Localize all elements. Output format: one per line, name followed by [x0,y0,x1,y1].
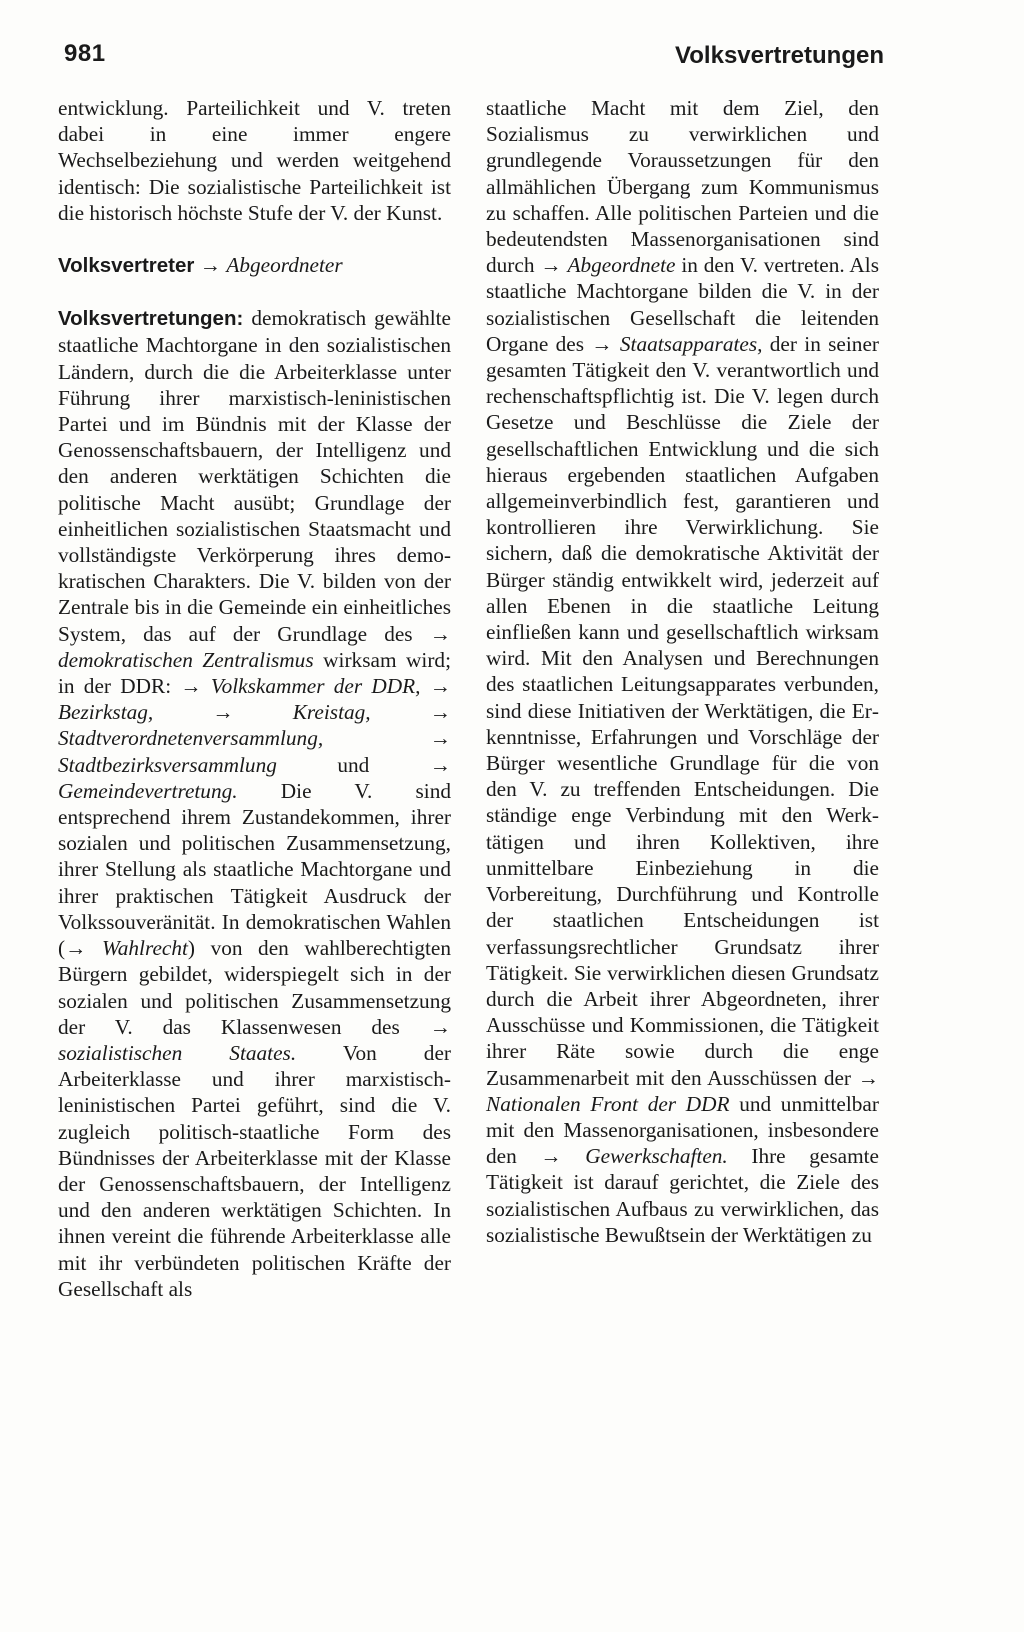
cross-reference-link[interactable]: Kreistag, [292,700,371,725]
cross-reference-link[interactable]: Wahlrecht [101,936,188,961]
headword-volksvertretungen: Volksvertretungen: [58,307,244,331]
continuation-paragraph [58,95,451,226]
entry-text: Ihre gesamte Tätigkeit ist darauf gerichtet, die Ziele des sozialistischen Aufbaus zu verwirklichen, das sozialistische Bewußtsein der Werktätigen zu [486,1144,879,1247]
cross-reference-link[interactable]: Stadtbezirksversammlung [58,752,277,777]
cross-reference-arrow-icon: → [65,936,87,961]
cross-reference-link[interactable]: Bezirkstag, [58,700,154,725]
entry-continuation [486,95,879,1248]
right-column [486,95,879,1248]
cross-reference-link[interactable]: Staatsapparates, [619,331,763,356]
continuation-text: entwicklung. Parteilichkeit und V. treten dabei in eine immer engere Wechselbeziehung und werden weitgehend identisch: Die sozialistische Parteilichkeit ist die historisch höchste Stufe der V. der Kunst. [58,96,451,225]
cross-reference-link[interactable]: Volkskammer der DDR, [210,674,421,699]
entry-text: staatliche Macht mit dem Ziel, den Sozialismus zu verwirklichen und grundlegende Voraussetzungen für den allmählichen Übergang zum Kommunismus zu schaffen. Alle politischen Parteien und die bedeutendsten Massenorganisationen sind durch [486,96,879,278]
entry-text: Von der Arbeiterklasse und ihrer marxistisch-leninistischen Partei geführt, sind die V. zugleich politisch-staatliche Form des Bündnisses der Arbeiterklasse mit der Klasse der Genossenschaftsbauern, der Intelligenz und den anderen werktätigen Schichten. In ihnen vereint die führende Arbeiterklasse alle mit ihr verbündeten politischen Kräfte der Gesellschaft als [58,1040,451,1301]
entry-text: und unmittelbar mit den Massenorganisationen, insbesondere den [486,1091,879,1169]
cross-reference-arrow-icon: → [180,674,202,699]
cross-reference-arrow-icon: → [429,726,451,751]
cross-reference-arrow-icon: → [429,1014,451,1039]
entry-text: wirksam wird; in der DDR: [58,647,451,699]
entry-text: Die V. sind entsprechend ihrem Zustandekommen, ihrer sozialen und politischen Zusammensetzung, ihrer Stellung als staatliche Machtorgane und ihrer praktischen Tätigkeit Ausdruck der Volkssouveränität. In demokratischen Wahlen ( [58,778,451,961]
cross-reference-arrow-icon: → [212,700,234,725]
cross-reference-arrow-icon: → [591,331,613,356]
cross-reference-link[interactable]: Stadtverordnetenversammlung, [58,726,324,751]
cross-reference-arrow-icon: → [540,253,562,278]
left-column [58,95,451,1302]
entry-text: demokratisch gewählte staatliche Machtorgane in den sozialistischen Ländern, durch die die Arbeiterklasse unter Führung ihrer marxistisch-leninistischen Partei und im Bündnis mit der Klasse der Genossenschaftsbauern, der Intelligenz und den anderen werktätigen Schichten die politische Macht ausübt; Grundlage der einheitlichen sozialistischen Staatsmacht und vollständigste Verkörperung ihres demokratischen Charakters. Die V. bilden von der Zentrale bis in die Gemeinde ein einheitliches System, das auf der Grundlage des [58,306,451,646]
headword-volksvertreter: Volksvertreter [58,254,195,278]
cross-reference-link[interactable]: demokratischen Zentralismus [58,647,314,672]
entry-volksvertreter [58,252,451,279]
cross-reference-arrow-icon: → [429,700,452,725]
cross-reference-link[interactable]: Gewerkschaften. [585,1144,728,1169]
cross-reference-arrow-icon: → [199,253,221,278]
cross-reference-arrow-icon: → [429,752,451,777]
entry-text: der in seiner gesamten Tätigkeit den V. verantwortlich und rechenschaftspflichtig ist. Die V. legen durch Gesetze und Beschlüsse die Ziele der gesellschaftlichen Entwicklung und die sich hieraus ergebenden staatlichen Aufgaben allgemeinverbindlich fest, garantieren und kontrollieren ihre Verwirklichung. Sie sichern, daß die demokratische Aktivität der Bürger ständig entwikkelt wird, jederzeit auf allen Ebenen in die staatliche Leitung einfließen kann und gesellschaftlich wirksam wird. Mit den Analysen und Berechnungen des staatlichen Leitungsapparates verbunden, sind diese Initiativen der Werktätigen, die Erkenntnisse, Erfahrungen und Vorschläge der Bürger wesentliche Grundlage für die von den V. zu treffenden Entscheidungen. Die ständige enge Verbindung mit den Werktätigen und ihren Kollektiven, ihre unmittelbare Einbeziehung in die Vorbereitung, Durchführung und Kontrolle der staatlichen Entscheidungen ist verfassungsrechtlicher Grundsatz ihrer Tätigkeit. Sie verwirklichen diesen Grundsatz durch die Arbeit ihrer Abgeordneten, ihrer Ausschüsse und Kommissionen, die Tätigkeit ihrer Räte sowie durch die enge Zusammenarbeit mit den Ausschüssen der [486,331,879,1090]
cross-reference-arrow-icon: → [429,674,451,699]
cross-reference-link[interactable]: Abgeordnete [567,253,676,278]
cross-reference-arrow-icon: → [429,621,451,646]
entry-text: in den V. vertreten. Als staatliche Machtorgane bilden die V. in der sozialistischen Gesellschaft die leitenden Organe des [486,253,879,356]
running-head: Volksvertretungen [675,42,884,69]
cross-reference-link[interactable]: Nationalen Front der DDR [486,1091,730,1116]
entry-text: ) von den wahlberechtigten Bürgern gebildet, widerspiegelt sich in der sozialen und politischen Zusammensetzung der V. das Klassenwesen des [58,936,452,1039]
entry-volksvertretungen [58,305,451,1302]
cross-reference-abgeordneter[interactable]: Abgeordneter [226,253,343,278]
cross-reference-arrow-icon: → [540,1144,562,1169]
entry-text: und [276,752,430,777]
page-number: 981 [64,40,106,67]
cross-reference-arrow-icon: → [857,1065,879,1090]
cross-reference-link[interactable]: sozialistischen Staates. [58,1040,297,1065]
cross-reference-link[interactable]: Gemeindevertretung. [58,778,238,803]
